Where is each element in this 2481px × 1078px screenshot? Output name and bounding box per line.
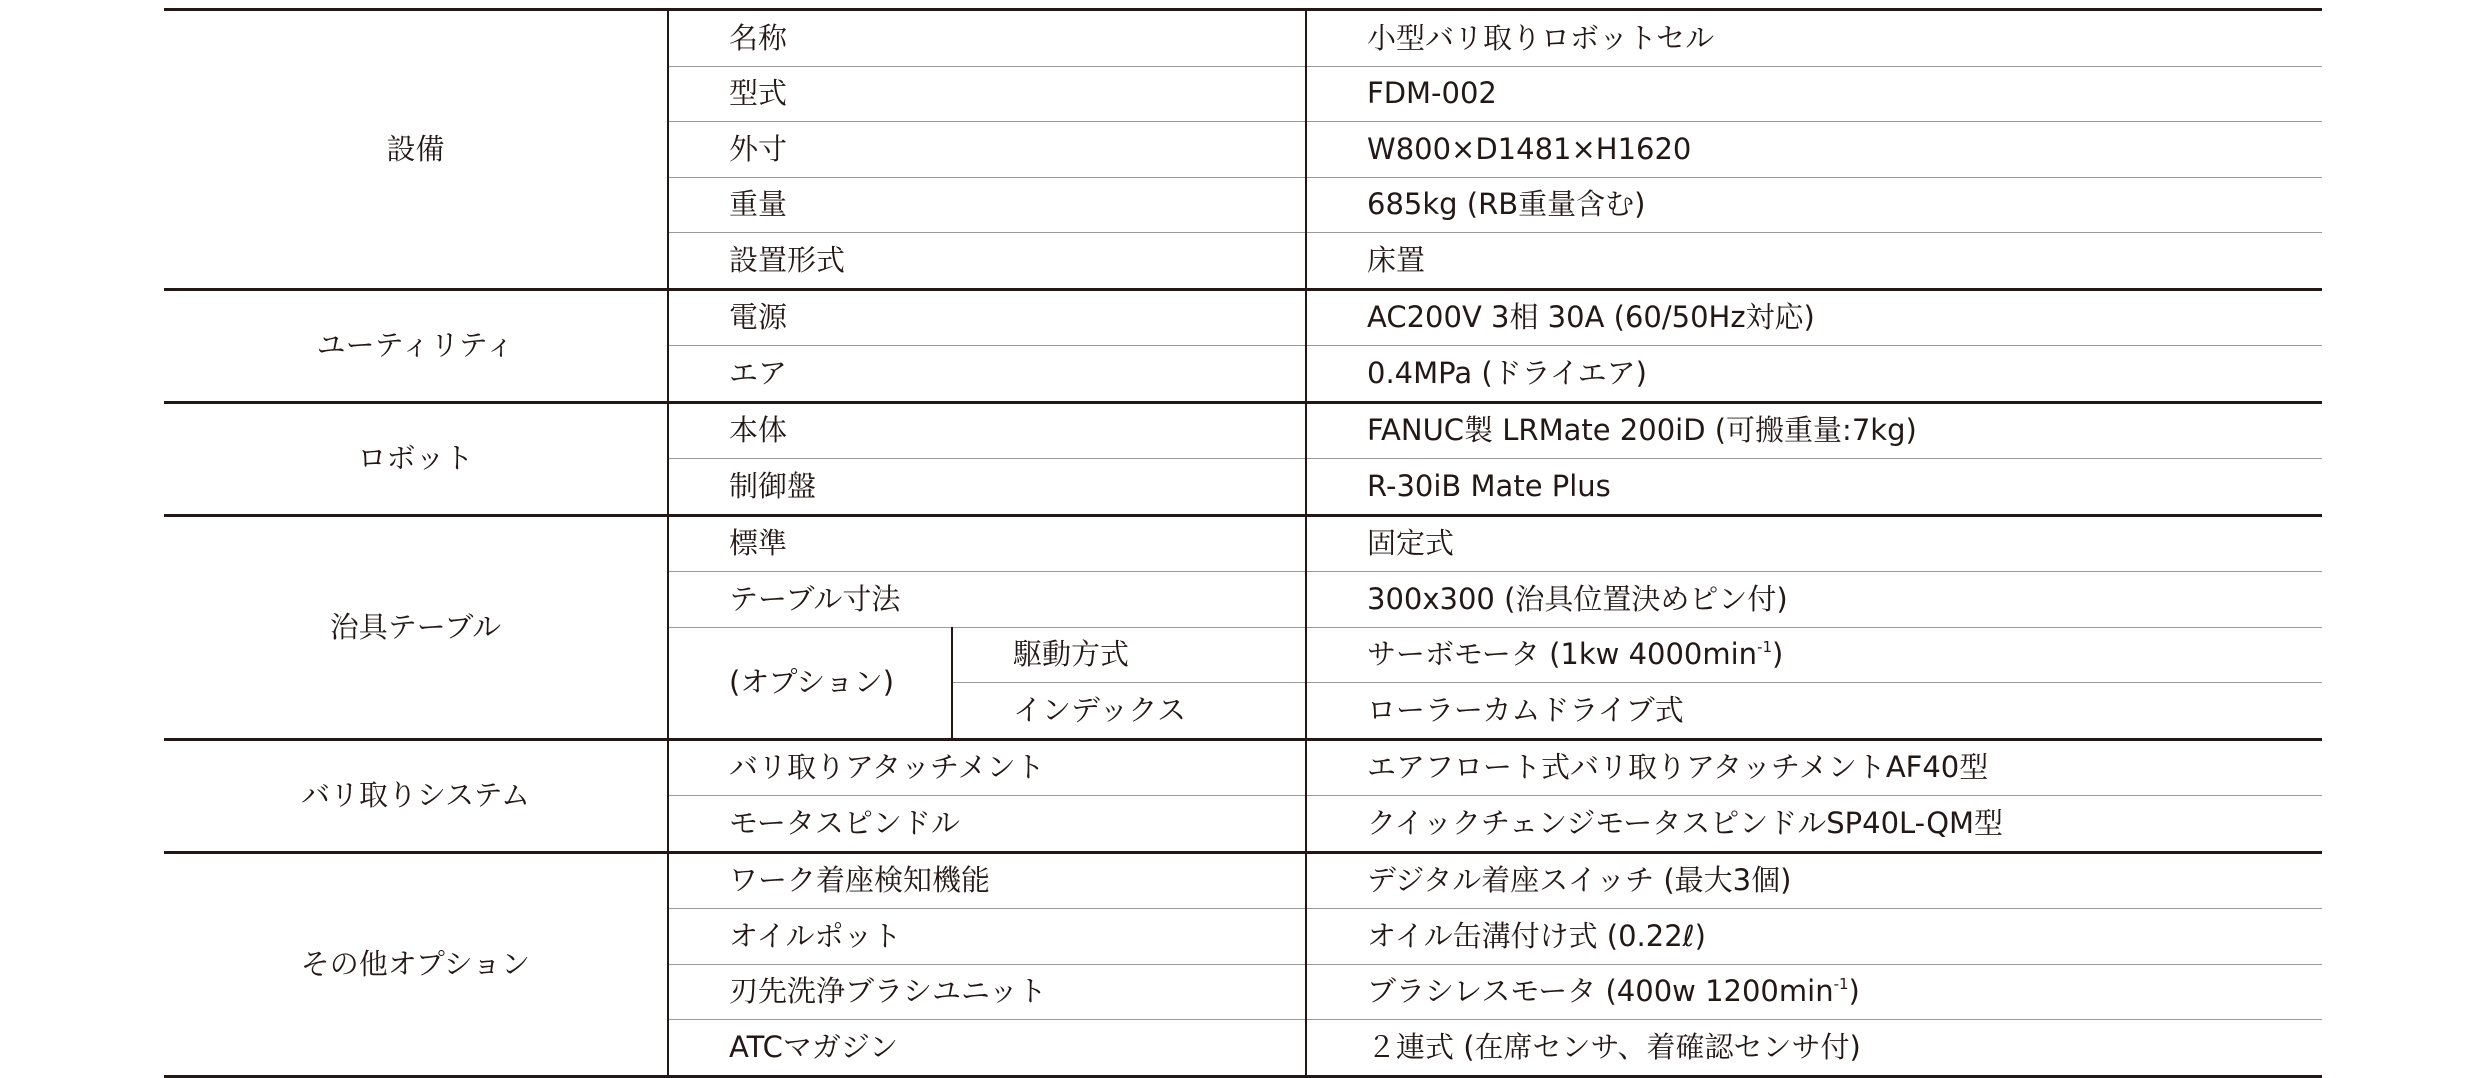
item-label: 設置形式 (668, 233, 1306, 290)
item-value: オイル缶溝付け式 (0.22ℓ) (1306, 909, 2322, 965)
item-label: 外寸 (668, 122, 1306, 178)
value-text: ブラシレスモータ (400w 1200min (1367, 974, 1834, 1009)
table-row (164, 852, 2322, 909)
item-label: モータスピンドル (668, 796, 1306, 853)
category-cell: 設備 (164, 10, 668, 290)
item-label: 制御盤 (668, 459, 1306, 516)
item-value: 685kg (RB重量含む) (1306, 177, 2322, 233)
item-value: デジタル着座スイッチ (最大3個) (1306, 852, 2322, 909)
item-value: AC200V 3相 30A (60/50Hz対応) (1306, 289, 2322, 346)
table-row (164, 10, 2322, 67)
category-cell: 治具テーブル (164, 515, 668, 739)
item-label: エア (668, 346, 1306, 403)
table-row (164, 289, 2322, 346)
item-label: 標準 (668, 515, 1306, 572)
option-label: (オプション) (668, 627, 952, 739)
value-text: サーボモータ (1kw 4000min (1367, 637, 1758, 672)
item-value: R-30iB Mate Plus (1306, 459, 2322, 516)
item-label: 名称 (668, 10, 1306, 67)
subitem-label: 駆動方式 (952, 627, 1306, 683)
item-value: 300x300 (治具位置決めピン付) (1306, 572, 2322, 628)
item-label: 刃先洗浄ブラシユニット (668, 964, 1306, 1020)
value-text-suffix: ) (1772, 637, 1784, 672)
value-superscript: -1 (1833, 975, 1849, 994)
item-value: 固定式 (1306, 515, 2322, 572)
item-value: 小型バリ取りロボットセル (1306, 10, 2322, 67)
table-row (164, 402, 2322, 459)
item-label: 重量 (668, 177, 1306, 233)
item-label: ATCマガジン (668, 1020, 1306, 1077)
item-value: クイックチェンジモータスピンドルSP40L-QM型 (1306, 796, 2322, 853)
item-value: FDM-002 (1306, 66, 2322, 122)
table-row (164, 739, 2322, 796)
item-value: FANUC製 LRMate 200iD (可搬重量:7kg) (1306, 402, 2322, 459)
item-value (1306, 964, 2322, 1020)
spec-table (164, 8, 2322, 1078)
item-value: 0.4MPa (ドライエア) (1306, 346, 2322, 403)
value-superscript: -1 (1757, 638, 1773, 657)
item-label: バリ取りアタッチメント (668, 739, 1306, 796)
item-label: ワーク着座検知機能 (668, 852, 1306, 909)
item-value: ローラーカムドライブ式 (1306, 683, 2322, 740)
item-value: 床置 (1306, 233, 2322, 290)
subitem-label: インデックス (952, 683, 1306, 740)
item-value: ２連式 (在席センサ、着確認センサ付) (1306, 1020, 2322, 1077)
item-value (1306, 627, 2322, 683)
item-label: 型式 (668, 66, 1306, 122)
item-label: テーブル寸法 (668, 572, 1306, 628)
item-label: 電源 (668, 289, 1306, 346)
item-value: エアフロート式バリ取りアタッチメントAF40型 (1306, 739, 2322, 796)
category-cell: バリ取りシステム (164, 739, 668, 852)
category-cell: その他オプション (164, 852, 668, 1076)
table-row (164, 515, 2322, 572)
category-cell: ユーティリティ (164, 289, 668, 402)
item-value: W800×D1481×H1620 (1306, 122, 2322, 178)
category-cell: ロボット (164, 402, 668, 515)
item-label: オイルポット (668, 909, 1306, 965)
item-label: 本体 (668, 402, 1306, 459)
value-text-suffix: ) (1848, 974, 1860, 1009)
